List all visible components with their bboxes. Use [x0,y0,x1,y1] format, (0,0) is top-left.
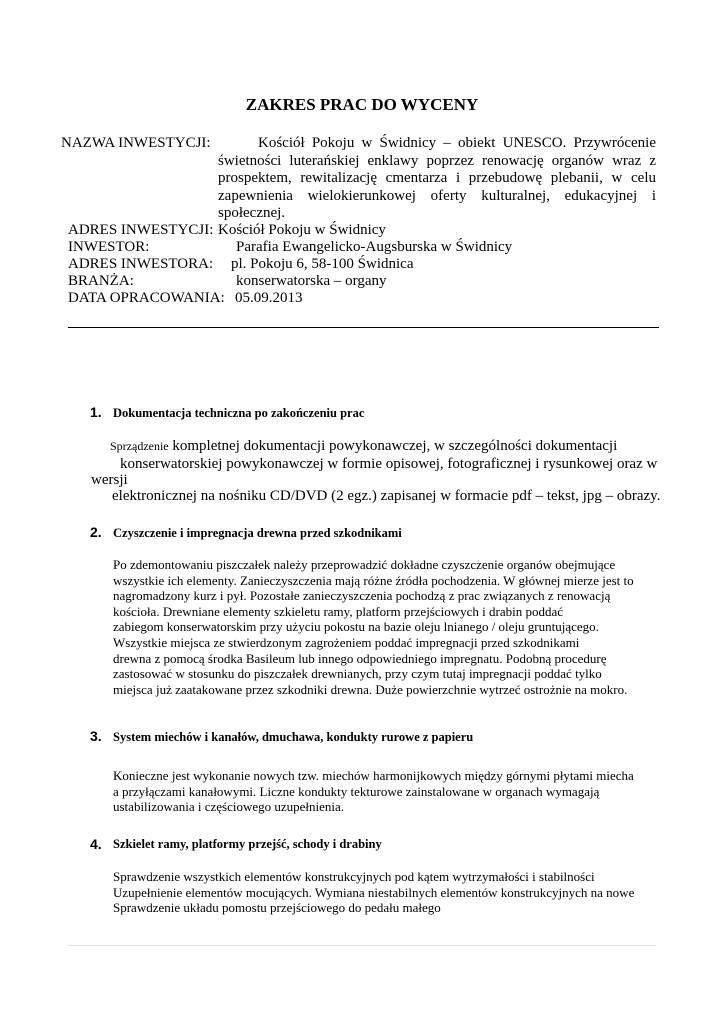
paragraph-line: Po zdemontowaniu piszczałek należy przeprowadzić dokładne czyszczenie organów obejmujące [113,557,616,572]
section-paragraph [110,438,617,454]
section-paragraph [113,557,634,697]
section-number: 4. [90,836,102,852]
investor-value: Parafia Ewangelicko-Augsburska w Świdnicy [236,239,513,255]
paragraph-line: Sprawdzenie układu pomostu przejściowego do pedału małego [113,900,441,916]
section-title: Szkielet ramy, platformy przejść, schody i drabiny [113,837,382,851]
address-value: Kościół Pokoju w Świdnicy [218,222,386,238]
paragraph-lead: Sprządzenie [110,439,169,453]
investment-line: społecznej. [218,205,286,221]
investment-line: zapewnienia wielokierunkowej oferty kulturalnej, edukacyjnej i [218,187,656,204]
paragraph-line: nagromadzony kurz i pył. Pozostałe zanieczyszczenia pochodzą z prac związanych z renowacją [113,588,611,604]
investment-line: świetności luterańskiej enklawy poprzez renowację organów wraz z [218,152,656,169]
address-label: ADRES INWESTYCJI: [68,222,214,238]
paragraph-line: drewna z pomocą środka Basileum lub innego odpowiedniego impregnatu. Podobną procedurę [113,650,607,666]
section-paragraph [113,768,634,815]
paragraph-line: Uzupełnienie elementów mocujących. Wymiana niestabilnych elementów konstrukcyjnych na nowe [113,884,635,900]
date-value: 05.09.2013 [235,290,303,306]
paragraph-line: Sprawdzenie wszystkich elementów konstrukcyjnych pod kątem wytrzymałości i stabilności [113,869,595,884]
paragraph-line: elektronicznej na nośniku CD/DVD (2 egz.) zapisanej w formacie pdf – tekst, jpg – obrazy. [112,488,661,504]
section-title: Czyszczenie i impregnacja drewna przed szkodnikami [113,526,402,540]
page-title: ZAKRES PRAC DO WYCENY [245,95,479,114]
section-paragraph [113,869,634,916]
paragraph-line [110,438,617,454]
section-number: 3. [90,728,102,744]
paragraph-line: Wszystkie miejsca ze stwierdzonym zagrożeniem poddać impregnacji przed szkodnikami [113,634,580,650]
paragraph-line: zabiegom konserwatorskim przy użyciu pokostu na bazie oleju lnianego / oleju gruntującego. [113,619,599,635]
paragraph-line: zastosować w stosunku do piszczałek drewnianych, przy czym tutaj impregnacji poddać tylko [113,666,602,682]
investment-line: Kościół Pokoju w Świdnicy – obiekt UNESCO. Przywrócenie [258,135,656,151]
paragraph-text: kompletnej dokumentacji powykonawczej, w szczególności dokumentacji [172,438,618,454]
section-number: 2. [90,524,102,540]
footer-divider [68,945,656,946]
investment-name [218,135,656,223]
paragraph-line: ustabilizowania i częściowego uzupełnienia. [113,799,345,815]
paragraph-line: kościoła. Drewniane elementy szkieletu ramy, platform przejściowych i drabin poddać [113,603,564,619]
investor-address-label: ADRES INWESTORA: [68,256,214,272]
branch-value: konserwatorska – organy [236,273,387,289]
branch-label: BRANŻA: [68,273,134,289]
date-label: DATA OPRACOWANIA: [68,290,225,306]
section-number: 1. [90,404,102,420]
section-title: Dokumentacja techniczna po zakończeniu prac [113,406,365,420]
investor-address-value: pl. Pokoju 6, 58-100 Świdnica [231,256,414,272]
paragraph-line: a przyłączami kanałowymi. Liczne kondukty tekturowe zainstalowane w organach wymagają [113,783,600,799]
paragraph-line: wszystkie ich elementy. Zanieczyszczenia mają różne źródła pochodzenia. W głównej mierze jest to [113,572,634,588]
divider [68,327,659,328]
investment-label: NAZWA INWESTYCJI: [61,135,211,151]
investment-line: prospektem, rewitalizację cmentarza i przebudowę plebanii, w celu [218,170,656,186]
paragraph-line: miejsca już zaatakowane przez szkodniki drewna. Duże powierzchnie wytrzeć ostrożnie na mokro. [113,681,628,697]
paragraph-line: konserwatorskiej powykonawczej w formie opisowej, fotograficznej i rysunkowej oraz w [120,456,658,472]
section-title: System miechów i kanałów, dmuchawa, kondukty rurowe z papieru [113,730,474,744]
paragraph-line: wersji [91,472,128,488]
paragraph-line: Konieczne jest wykonanie nowych tzw. miechów harmonijkowych między górnymi płytami miecha [113,768,634,783]
investor-label: INWESTOR: [68,239,150,255]
